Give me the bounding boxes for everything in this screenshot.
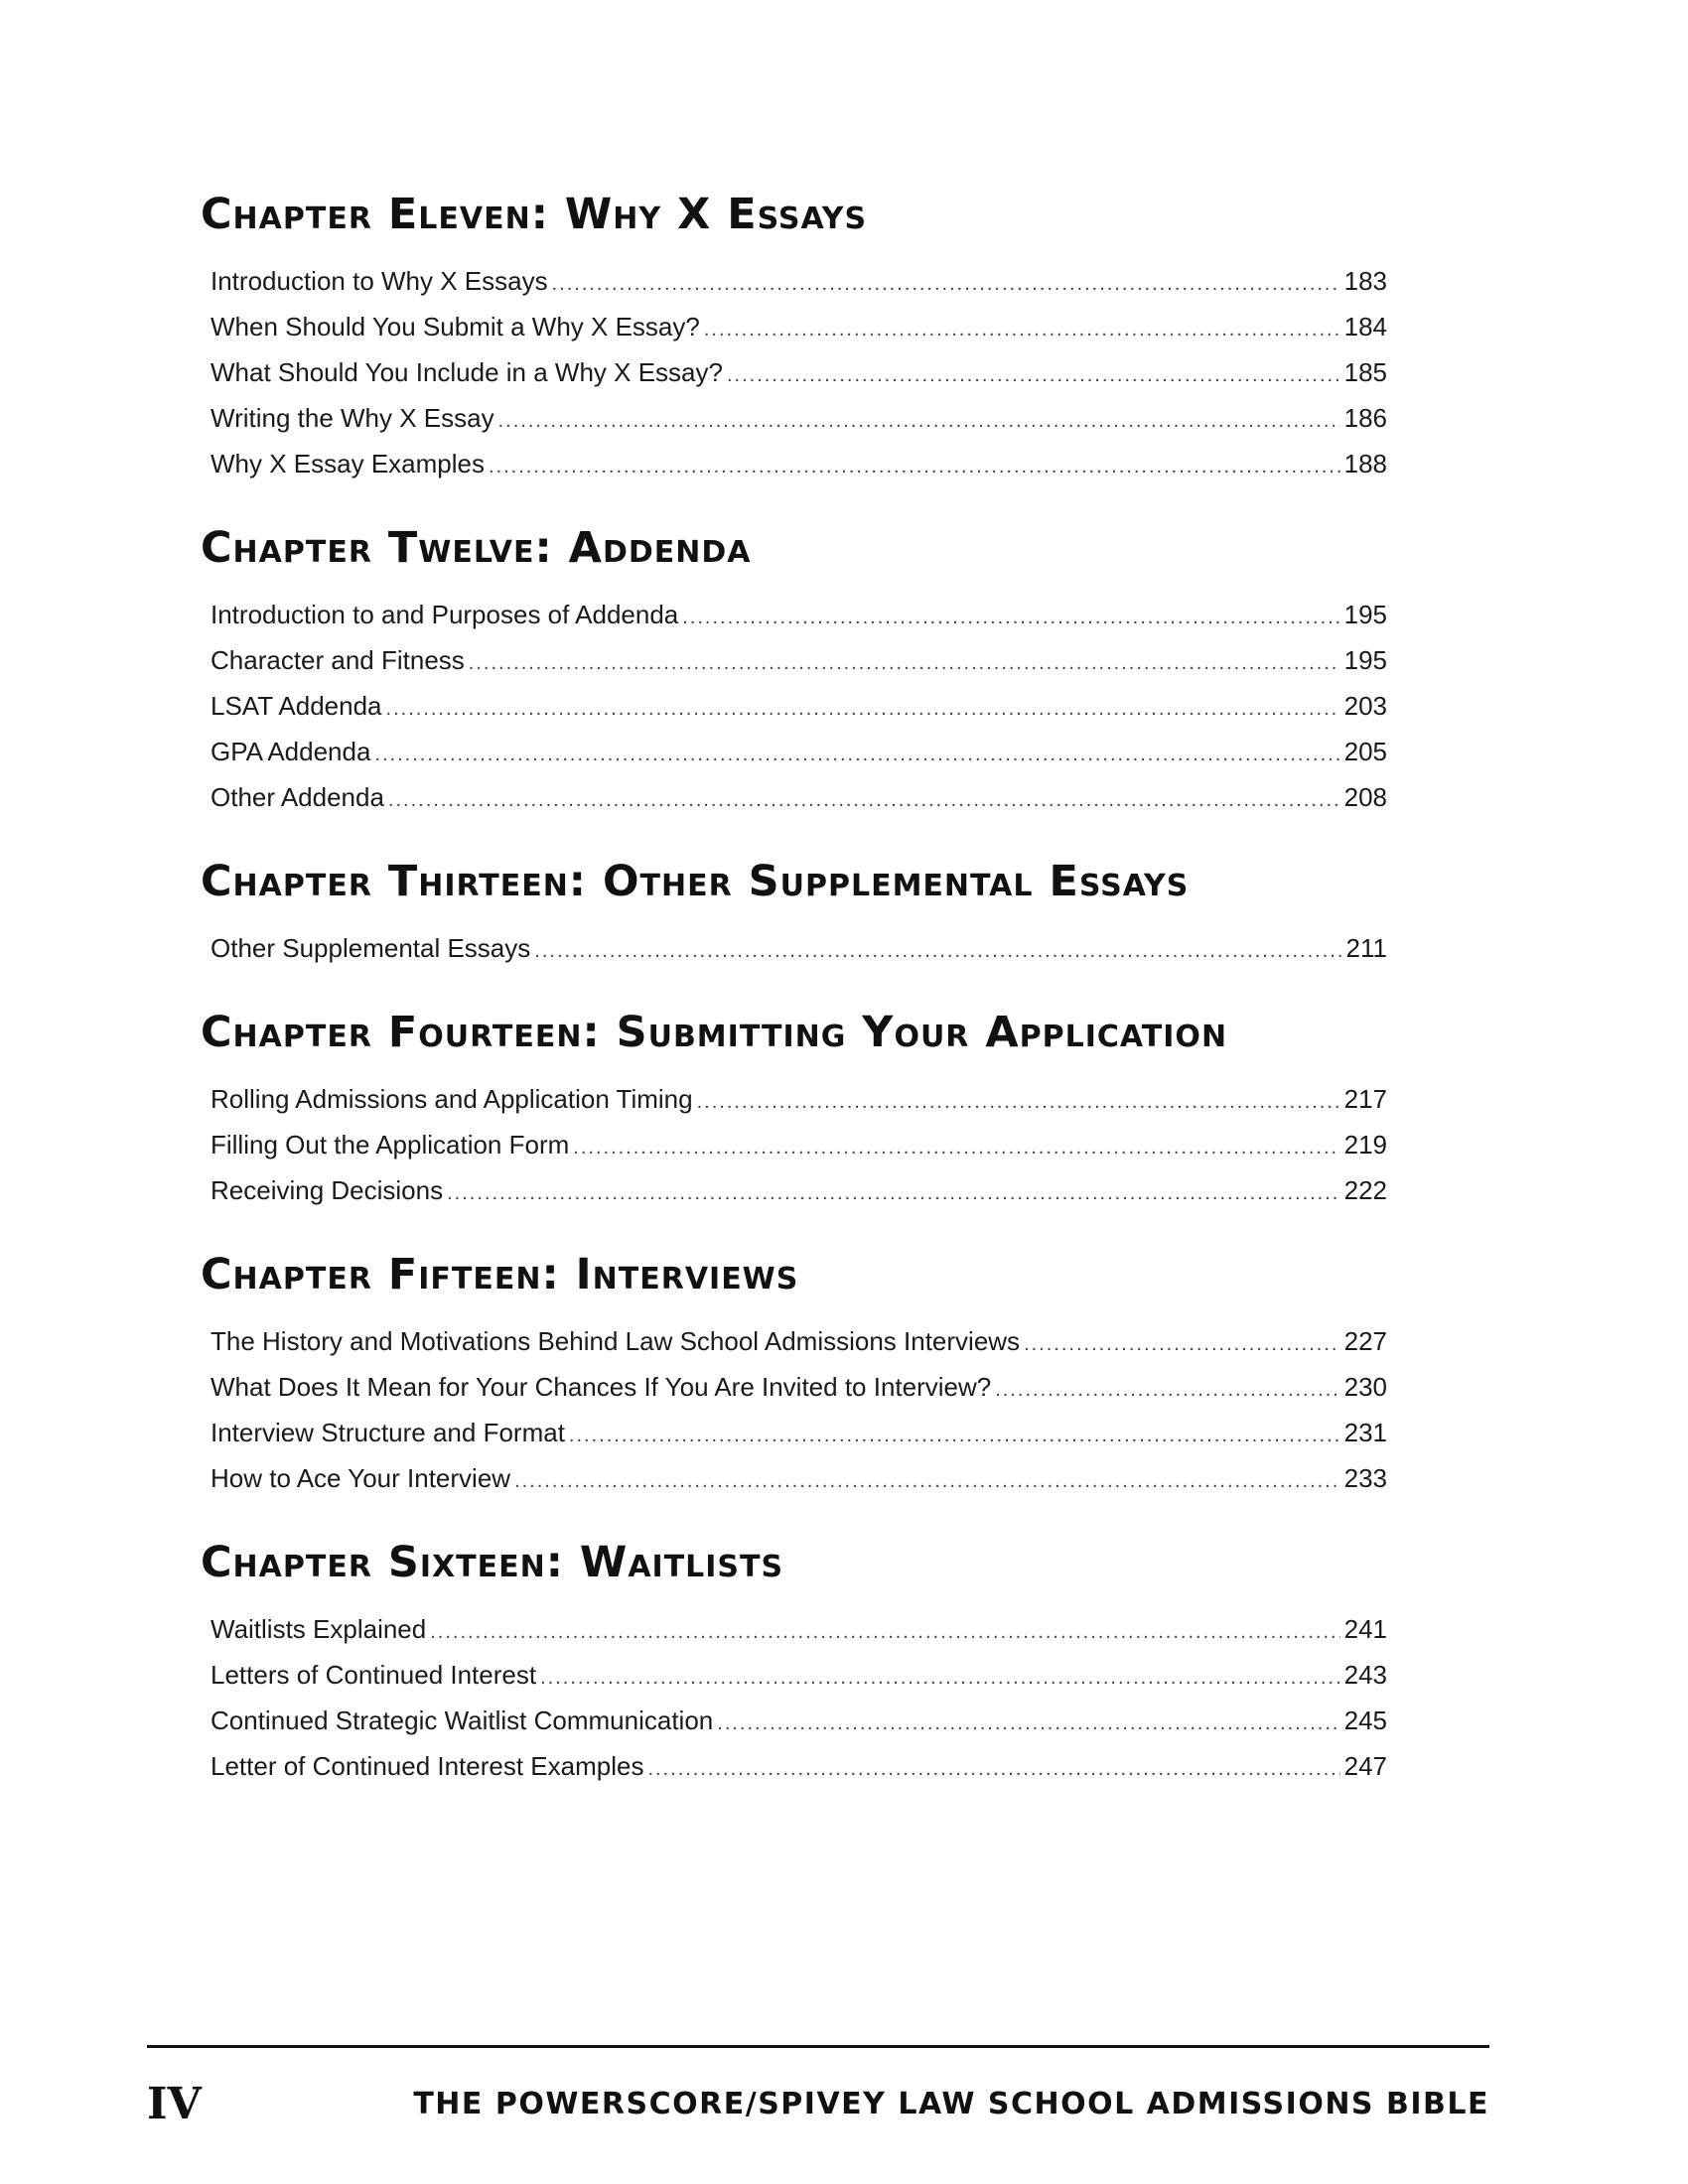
toc-entry-title: Rolling Admissions and Application Timing — [211, 1084, 693, 1114]
toc-entry-title: Why X Essay Examples — [211, 449, 485, 478]
chapter-entries — [211, 1318, 1387, 1501]
toc-entry-page: 195 — [1343, 645, 1387, 675]
dot-leader — [489, 444, 1340, 489]
toc-entry-page: 208 — [1343, 782, 1387, 812]
toc-entry-title: Introduction to Why X Essays — [211, 266, 548, 296]
toc-entry-title: Receiving Decisions — [211, 1175, 444, 1205]
toc-entry-title: Character and Fitness — [211, 645, 465, 675]
footer-rule — [147, 2045, 1489, 2048]
footer-page-number: IV — [147, 2079, 202, 2129]
toc-entry-page: 203 — [1343, 691, 1387, 721]
toc-entry-title: When Should You Submit a Why X Essay? — [211, 312, 700, 341]
chapter-section — [201, 1537, 1387, 1789]
toc-entry-title: Introduction to and Purposes of Addenda — [211, 600, 679, 629]
chapter-entries — [211, 1606, 1387, 1789]
toc-entry-title: Other Addenda — [211, 782, 384, 812]
toc-entry-page: 230 — [1343, 1372, 1387, 1402]
chapter-section — [201, 1007, 1387, 1213]
toc-entry-page: 217 — [1343, 1084, 1387, 1114]
dot-leader — [647, 1746, 1339, 1792]
toc-entry-page: 233 — [1343, 1463, 1387, 1493]
dot-leader — [569, 1413, 1340, 1458]
dot-leader — [1024, 1321, 1340, 1367]
toc-entry[interactable] — [211, 592, 1387, 637]
dot-leader — [540, 1655, 1340, 1701]
dot-leader — [386, 686, 1340, 732]
toc-entry[interactable] — [211, 1167, 1387, 1213]
chapter-title: Chapter Fifteen: Interviews — [201, 1250, 799, 1299]
toc-entry-title: How to Ace Your Interview — [211, 1463, 511, 1493]
dot-leader — [717, 1701, 1339, 1746]
toc-entry[interactable] — [211, 395, 1387, 441]
dot-leader — [682, 595, 1339, 640]
toc-entry-title: What Should You Include in a Why X Essay? — [211, 357, 723, 387]
dot-leader — [388, 777, 1340, 823]
toc-entry-title: Continued Strategic Waitlist Communication — [211, 1706, 714, 1735]
dot-leader — [430, 1609, 1339, 1655]
chapter-entries — [211, 592, 1387, 820]
toc-entry-page: 188 — [1343, 449, 1387, 478]
toc-entry-page: 231 — [1343, 1418, 1387, 1447]
chapter-section — [201, 522, 1387, 820]
toc-entry-title: Other Supplemental Essays — [211, 933, 531, 963]
dot-leader — [498, 398, 1340, 444]
toc-entry[interactable] — [211, 1364, 1387, 1410]
footer-book-title: THE POWERSCORE/SPIVEY LAW SCHOOL ADMISSIONS BIBLE — [413, 2087, 1489, 2121]
toc-entry-page: 243 — [1343, 1660, 1387, 1690]
chapter-title: Chapter Eleven: Why X Essays — [201, 190, 868, 239]
toc-entry[interactable] — [211, 349, 1387, 395]
toc-entry-title: GPA Addenda — [211, 737, 371, 766]
toc-entry[interactable] — [211, 1410, 1387, 1455]
dot-leader — [573, 1125, 1339, 1170]
chapter-title: Chapter Fourteen: Submitting Your Application — [201, 1008, 1228, 1057]
toc-entry-page: 185 — [1343, 357, 1387, 387]
chapter-entries — [211, 1076, 1387, 1213]
toc-entry[interactable] — [211, 441, 1387, 486]
dot-leader — [697, 1079, 1340, 1125]
chapter-section — [201, 1249, 1387, 1501]
toc-entry-title: Letter of Continued Interest Examples — [211, 1751, 644, 1781]
dot-leader — [704, 307, 1340, 352]
chapter-section — [201, 856, 1387, 971]
toc-entry-page: 205 — [1343, 737, 1387, 766]
toc-entry-page: 227 — [1343, 1326, 1387, 1356]
dot-leader — [374, 732, 1339, 777]
toc-entry[interactable] — [211, 258, 1387, 304]
toc-entry-page: 195 — [1343, 600, 1387, 629]
chapter-title: Chapter Twelve: Addenda — [201, 523, 752, 573]
chapter-section — [201, 189, 1387, 486]
toc-entry[interactable] — [211, 1076, 1387, 1122]
toc-entry[interactable] — [211, 637, 1387, 683]
toc-entry-page: 211 — [1345, 933, 1387, 963]
toc-entry[interactable] — [211, 1318, 1387, 1364]
table-of-contents — [201, 189, 1387, 1825]
toc-entry[interactable] — [211, 1455, 1387, 1501]
toc-entry[interactable] — [211, 925, 1387, 971]
toc-entry[interactable] — [211, 1606, 1387, 1652]
toc-entry[interactable] — [211, 1743, 1387, 1789]
toc-entry-title: Letters of Continued Interest — [211, 1660, 537, 1690]
dot-leader — [995, 1367, 1339, 1413]
toc-entry[interactable] — [211, 1698, 1387, 1743]
toc-entry-page: 184 — [1343, 312, 1387, 341]
dot-leader — [447, 1170, 1340, 1216]
chapter-entries — [211, 258, 1387, 486]
toc-entry-title: What Does It Mean for Your Chances If You Are Invited to Interview? — [211, 1372, 992, 1402]
dot-leader — [552, 261, 1340, 307]
toc-entry-title: Interview Structure and Format — [211, 1418, 565, 1447]
toc-entry[interactable] — [211, 1122, 1387, 1167]
toc-entry[interactable] — [211, 304, 1387, 349]
toc-entry[interactable] — [211, 683, 1387, 729]
toc-entry[interactable] — [211, 729, 1387, 774]
toc-entry-title: LSAT Addenda — [211, 691, 382, 721]
toc-entry-title: The History and Motivations Behind Law School Admissions Interviews — [211, 1326, 1021, 1356]
toc-entry[interactable] — [211, 1652, 1387, 1698]
toc-entry-title: Writing the Why X Essay — [211, 403, 494, 433]
dot-leader — [534, 928, 1341, 974]
toc-entry-title: Filling Out the Application Form — [211, 1130, 570, 1160]
chapter-title: Chapter Sixteen: Waitlists — [201, 1538, 784, 1587]
toc-entry-page: 247 — [1343, 1751, 1387, 1781]
toc-entry-page: 183 — [1343, 266, 1387, 296]
chapter-entries — [211, 925, 1387, 971]
toc-entry-page: 186 — [1343, 403, 1387, 433]
toc-entry-page: 245 — [1343, 1706, 1387, 1735]
toc-entry-page: 222 — [1343, 1175, 1387, 1205]
chapter-title: Chapter Thirteen: Other Supplemental Essays — [201, 857, 1190, 906]
toc-entry[interactable] — [211, 774, 1387, 820]
dot-leader — [469, 640, 1340, 686]
toc-entry-page: 219 — [1343, 1130, 1387, 1160]
toc-entry-page: 241 — [1343, 1614, 1387, 1644]
dot-leader — [727, 352, 1340, 398]
toc-entry-title: Waitlists Explained — [211, 1614, 427, 1644]
dot-leader — [514, 1458, 1340, 1504]
